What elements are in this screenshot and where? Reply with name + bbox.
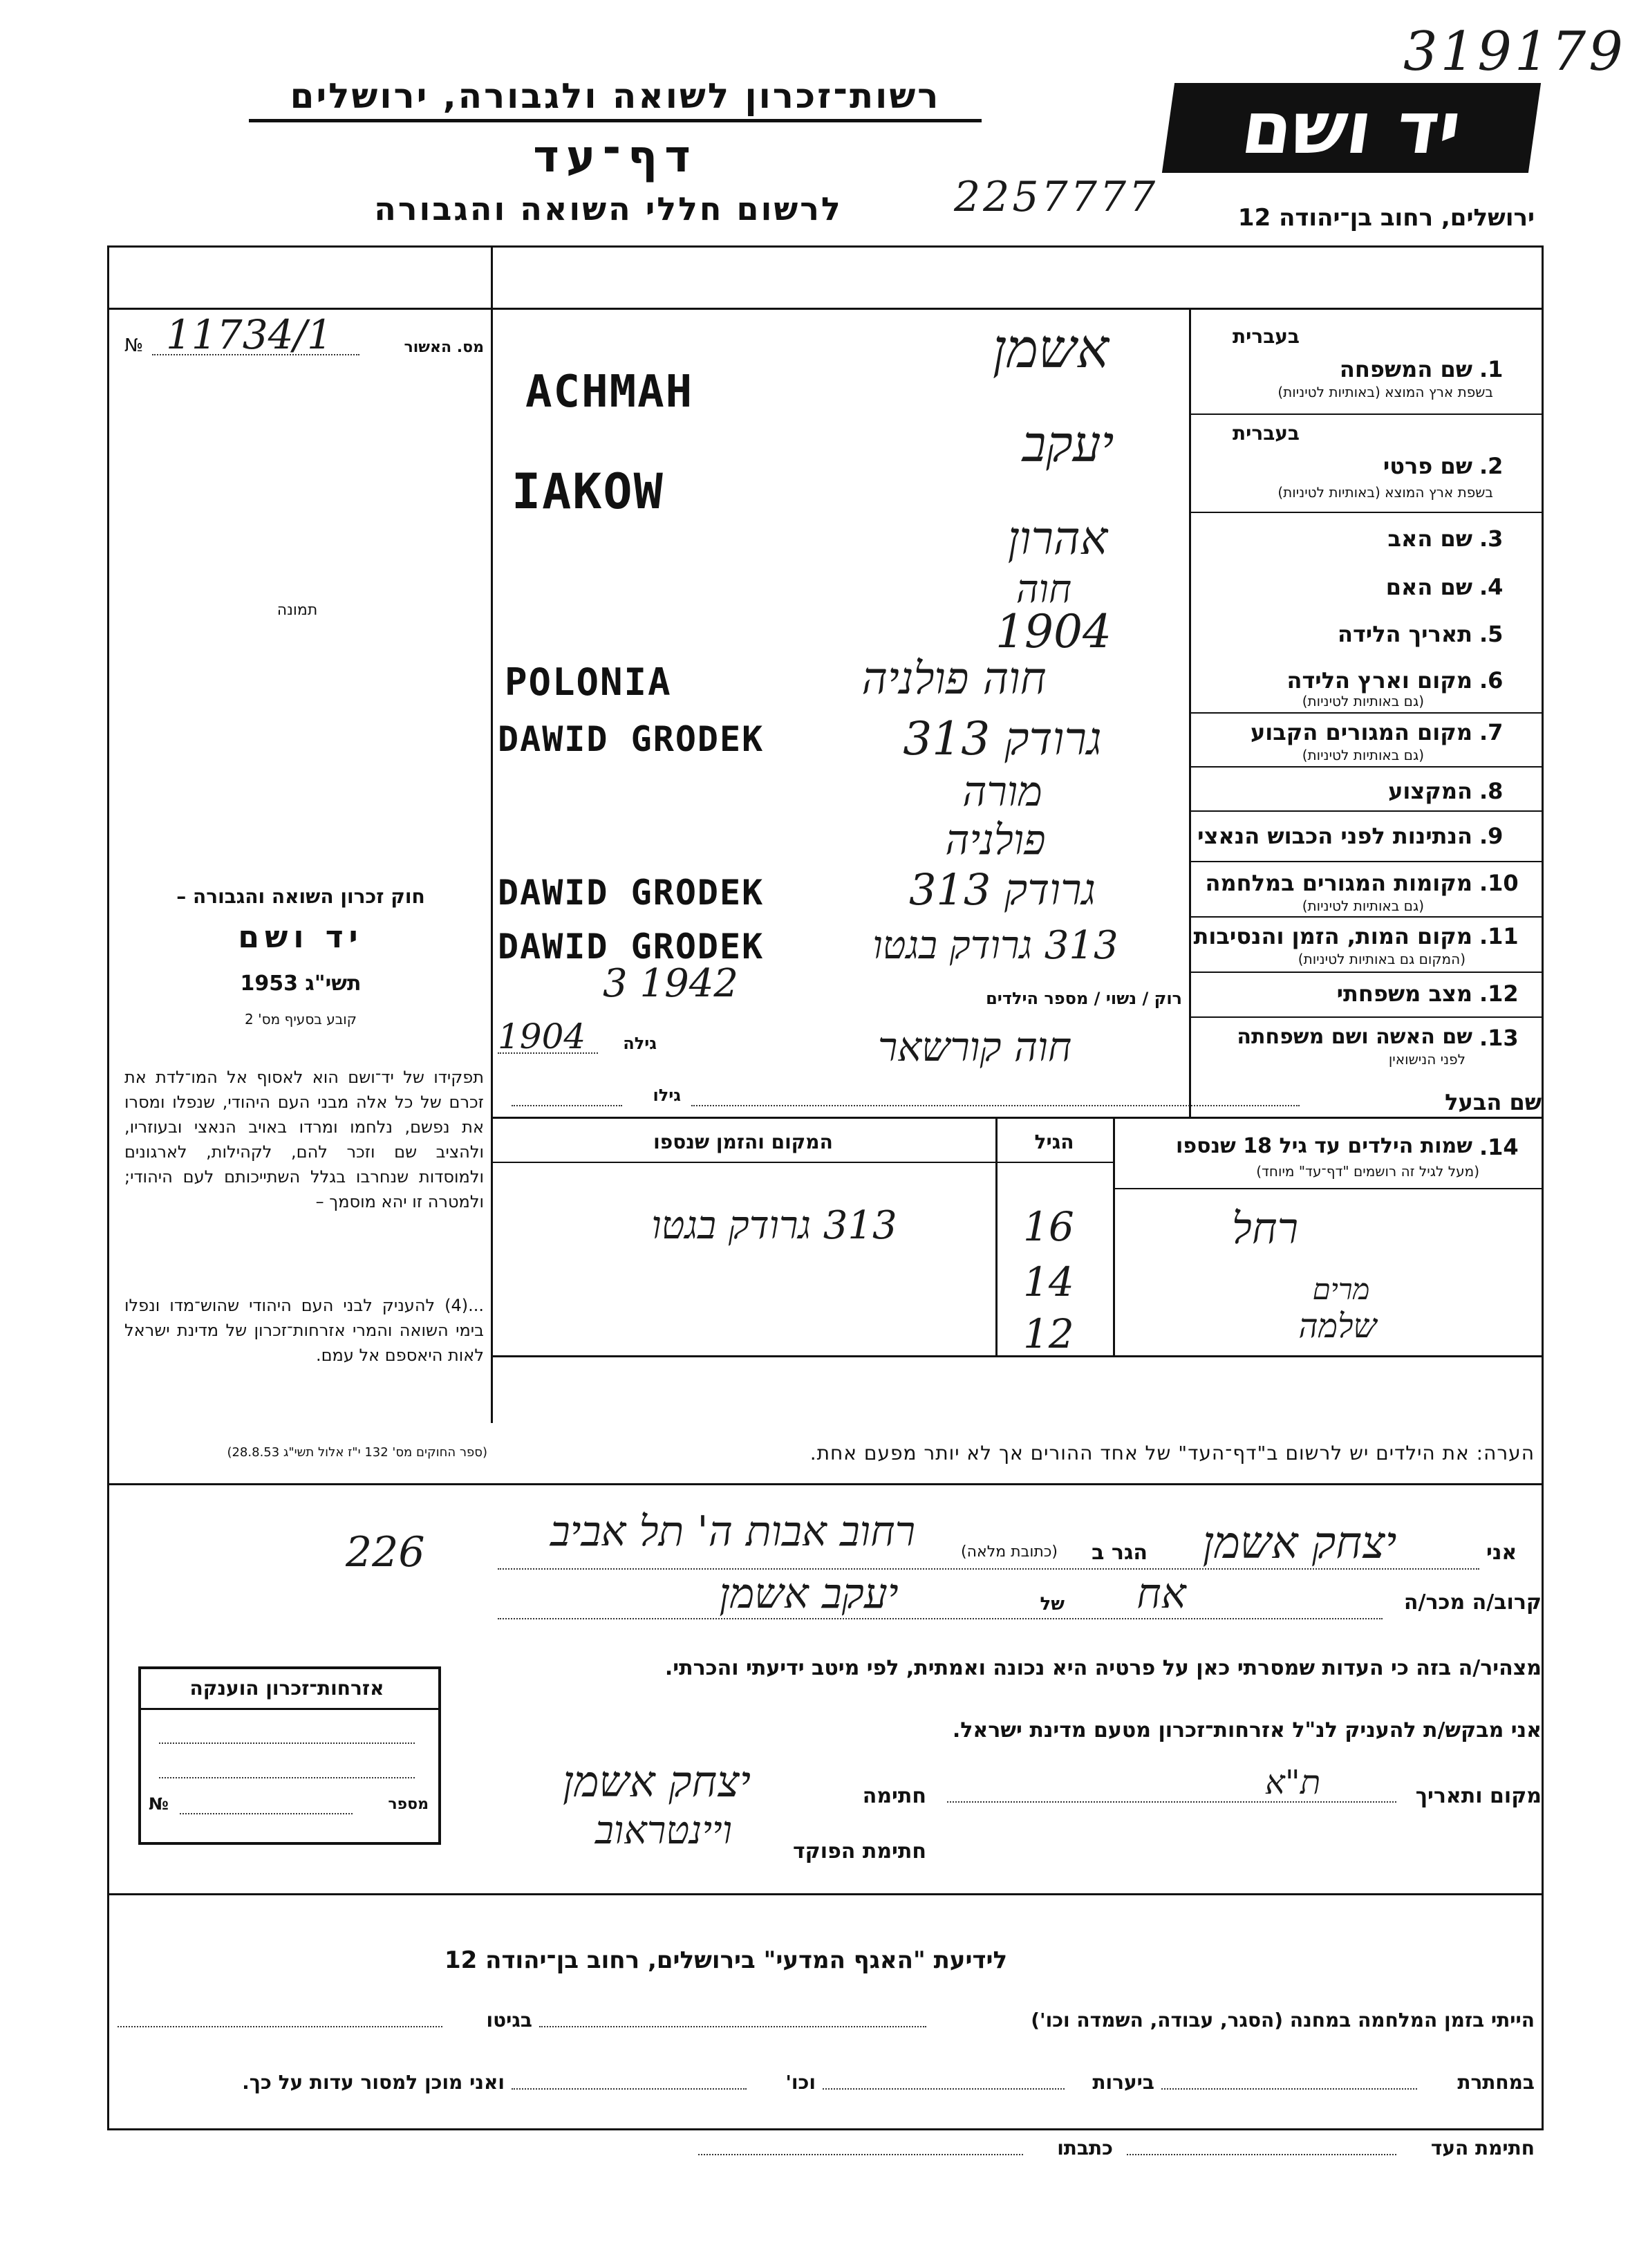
footer-etc-line — [512, 2088, 747, 2090]
field-13-num: 13. — [1479, 1025, 1519, 1051]
child-2-name: מרים — [1312, 1272, 1370, 1306]
mother-name: חוה — [1015, 567, 1072, 612]
wife-name: חוה קורשאר — [877, 1023, 1072, 1070]
birth-place-latin: POLONIA — [505, 660, 672, 704]
number-226: 226 — [346, 1528, 425, 1577]
footer-etc: וכו' — [785, 2071, 816, 2094]
field-12-num: 12. — [1479, 980, 1519, 1007]
field-4-num: 4. — [1479, 574, 1504, 600]
children-note: הערה: את הילדים יש לרשום ב"דף־העד" של אחד ההורים אך לא יותר מפעם אחת. — [809, 1442, 1535, 1465]
field-10-sub: (גם באותיות לטיניות) — [1302, 898, 1424, 914]
field-3-num: 3. — [1479, 526, 1504, 552]
decl-relation: אח — [1136, 1570, 1186, 1618]
field-13-sub: לפני הנישואין — [1388, 1051, 1466, 1068]
row-line-8 — [1189, 810, 1542, 812]
officer-signature-label: חתימת הפוקד — [793, 1839, 926, 1863]
children-table-bottom — [491, 1355, 1542, 1357]
footer-camp-line — [539, 2026, 926, 2027]
birth-place: חוה פולניה — [861, 653, 1047, 705]
hebrew-label-2: בעברית — [1232, 422, 1300, 445]
law-logo: יד ושם — [238, 920, 364, 955]
cert-no-line — [180, 1813, 353, 1814]
decl-place-date: מקום ותאריך — [1415, 1784, 1542, 1808]
field-10-num: 10. — [1479, 870, 1519, 896]
residence: גרודק 313 — [903, 712, 1102, 765]
death-place: 313 גרודק בגטו — [872, 923, 1118, 968]
photo-label: תמונה — [277, 602, 318, 619]
field-6-sub: (גם באותיות לטיניות) — [1302, 693, 1424, 709]
surname-latin: ACHMAH — [525, 366, 694, 418]
field-8-label: המקצוע — [1388, 778, 1472, 804]
field-13-age-label: גילה — [623, 1034, 657, 1053]
profession: מורה — [962, 768, 1042, 816]
approval-no-symbol: № — [124, 335, 144, 356]
row-line-9 — [1189, 861, 1542, 862]
decl-of: של — [1040, 1594, 1065, 1615]
footer-underground: במחתרת — [1457, 2071, 1535, 2094]
cert-line-2 — [159, 1777, 415, 1778]
decl-of-name: יעקב אשמן — [719, 1570, 899, 1618]
decl-i: אני — [1486, 1541, 1517, 1565]
field-10-label: מקומות המגורים במלחמה — [1205, 870, 1472, 896]
field-8-num: 8. — [1479, 778, 1504, 804]
children-header-line — [1113, 1188, 1542, 1189]
nationality: פולניה — [945, 816, 1046, 864]
wartime-residence: גרודק 313 — [908, 864, 1096, 915]
decl-place-date-value: ת"א — [1265, 1763, 1321, 1802]
husband-age-label: גילו — [653, 1086, 681, 1105]
birth-date: 1904 — [995, 605, 1112, 658]
footer-forests-line — [823, 2088, 1065, 2090]
law-section: קובע בסעיף מס' 2 — [245, 1011, 357, 1028]
footer-ghetto: בגיטו — [486, 2009, 532, 2032]
decl-signature: יצחק אשמן — [563, 1756, 751, 1807]
row-line-12 — [1189, 1016, 1542, 1018]
archive-number: 319179 — [1403, 21, 1626, 83]
decl-resides: הגר ב — [1092, 1541, 1148, 1565]
decl-address: רחוב אבות ה' תל אביב — [550, 1507, 916, 1556]
law-text: תפקידו של יד־ושם הוא לאסוף אל המו־לדת את זכרם של כל אלה מבני העם היהודי, שנפלו ומסרו את נפשם, נלחמו ומרדו באויב הנאצי ובעוזריו, ולהציב שם וזכר להם, לקהילות, לארגונים ולמוסדות שנחרבו בגלל השתייכותם לעם היהודי; ולמטרה זו יהא מוסמך – — [124, 1068, 484, 1211]
page-subtitle: לרשום חללי השואה והגבורה — [374, 190, 843, 227]
surname-hebrew: אשמן — [992, 318, 1109, 380]
hebrew-label-1: בעברית — [1232, 325, 1300, 348]
footer-ghetto-line — [118, 2026, 442, 2027]
field-6-label: מקום וארץ הלידה — [1286, 667, 1472, 694]
decl-name: יצחק אשמן — [1202, 1518, 1397, 1569]
footer-witness-line — [1127, 2154, 1396, 2155]
children-place-header-line — [491, 1162, 1113, 1163]
field-7-sub: (גם באותיות לטיניות) — [1302, 747, 1424, 763]
field-1-label: שם המשפחה — [1339, 356, 1472, 382]
field-12-options: רוק / נשוי / מספר הילדים — [986, 989, 1182, 1008]
husband-label: שם הבעל — [1445, 1089, 1542, 1115]
cert-title: אזרחות־זכרון הוענקה — [189, 1677, 384, 1700]
approval-label: מס. האשור — [404, 339, 484, 356]
sheet-number: 2257777 — [954, 173, 1159, 221]
field-11-num: 11. — [1479, 923, 1519, 949]
footer-top-line — [107, 1893, 1542, 1895]
child-1-age: 16 — [1023, 1203, 1074, 1250]
field-7-num: 7. — [1479, 719, 1504, 745]
field-11-sub: (המקום גם באותיות לטיניות) — [1298, 951, 1466, 967]
child-3-name: שלמה — [1298, 1307, 1377, 1346]
child-1-name: רחל — [1231, 1203, 1299, 1254]
footer-address-line — [698, 2154, 1023, 2155]
father-name: אהרון — [1007, 512, 1108, 565]
field-9-label: הנתינות לפני הכבוש הנאצי — [1197, 823, 1472, 849]
top-strip-line — [107, 308, 1542, 310]
children-place-header: המקום והזמן שנספו — [653, 1131, 833, 1153]
footer-witness-signature: חתימת העד — [1430, 2137, 1535, 2159]
children-table-top — [491, 1117, 1542, 1119]
decl-resides-hint: (כתובת מלאה) — [961, 1543, 1058, 1561]
cert-no-symbol: № — [149, 1794, 169, 1814]
footer-underground-line — [1161, 2088, 1417, 2090]
child-3-age: 12 — [1023, 1310, 1074, 1357]
law-year: תשי"ג 1953 — [240, 972, 362, 996]
field-3-label: שם האב — [1387, 526, 1472, 552]
authority-underline — [249, 119, 982, 122]
row-line-6 — [1189, 712, 1542, 714]
row-line-10 — [1189, 916, 1542, 918]
husband-name-line — [691, 1105, 1300, 1106]
field-11-label: מקום המות, הזמן והנסיבות — [1193, 923, 1472, 949]
law-clause: ...(4) להעניק לבני העם היהודי שהוש־מדו ונפלו בימי השואה והמרי אזרחות־זכרון של מדינת ישראל לאות היאספם אל עמם. — [124, 1296, 484, 1365]
field-1-num: 1. — [1479, 356, 1504, 382]
marital-status-value: 1942 3 — [603, 961, 738, 1006]
field-2-label: שם פרטי — [1383, 453, 1472, 479]
firstname-hebrew: יעקב — [1022, 415, 1114, 473]
husband-age-line — [512, 1105, 622, 1106]
wartime-residence-latin: DAWID GRODEK — [498, 873, 765, 913]
field-14-label: שמות הילדים עד גיל 18 שנספו — [1176, 1134, 1472, 1158]
field-4-label: שם האם — [1385, 574, 1472, 600]
decl-relative: קרוב/ה מכר/ה — [1403, 1590, 1542, 1615]
officer-signature: ויינטראוב — [594, 1808, 733, 1853]
footer-address: כתבתו — [1057, 2137, 1113, 2159]
cert-title-line — [138, 1708, 438, 1710]
field-12-label: מצב משפחתי — [1336, 980, 1472, 1007]
footer-camp: הייתי בזמן המלחמה במחנה (הסגר, עבודה, השמדה וכו') — [1031, 2009, 1535, 2032]
authority-name: רשות־זכרון לשואה ולגבורה, ירושלים — [290, 76, 941, 116]
firstname-latin: IAKOW — [512, 463, 664, 520]
field-14-num: 14. — [1479, 1134, 1519, 1160]
field-5-label: תאריך הלידה — [1337, 621, 1472, 647]
field-14-sub: (מעל לגיל זה רושמים "דף־עד" מיוחד) — [1256, 1163, 1479, 1180]
cert-line-1 — [159, 1742, 415, 1744]
row-line-1 — [1189, 413, 1542, 415]
field-6-num: 6. — [1479, 667, 1504, 694]
field-2-num: 2. — [1479, 453, 1504, 479]
field-5-num: 5. — [1479, 621, 1504, 647]
declaration-top-line — [107, 1483, 1542, 1485]
children-age-col-left — [995, 1117, 998, 1355]
cert-no-label: מספר — [388, 1796, 429, 1813]
approval-number: 11734/1 — [166, 311, 333, 358]
residence-latin: DAWID GRODEK — [498, 719, 765, 759]
decl-relative-line — [498, 1618, 1383, 1619]
law-title: חוק זכרון השואה והגבורה – — [176, 885, 425, 908]
row-line-2 — [1189, 512, 1542, 513]
page-title: דף־עד — [533, 131, 697, 183]
row-line-11 — [1189, 972, 1542, 973]
child-1-place: 313 גרודק בגטו — [651, 1203, 897, 1248]
decl-request: אני מבקש/ת להעניק לנ"ל אזרחות־זכרון מטעם מדינת ישראל. — [952, 1718, 1542, 1742]
footer-forests: ביערות — [1092, 2071, 1154, 2094]
office-address: ירושלים, רחוב בן־יהודה 12 — [1237, 204, 1535, 232]
field-13-label: שם האשה ושם משפחתה — [1237, 1025, 1472, 1049]
yad-vashem-logo: יד ושם — [1162, 83, 1541, 173]
decl-statement: מצהיר/ה בזה כי העדות שמסרתי כאן על פרטיה היא נכונה ואמתית, לפי מיטב ידיעתי והכרתי. — [664, 1656, 1542, 1680]
decl-signature-label: חתימה — [862, 1784, 926, 1808]
field-2-sub: בשפת ארץ המוצא (באותיות לטיניות) — [1277, 484, 1493, 501]
sidebar-divider — [491, 248, 493, 1423]
footer-testimony: ואני מוכן למסור עדות על כך. — [242, 2071, 505, 2094]
wife-birth-year: 1904 — [498, 1016, 586, 1057]
field-9-num: 9. — [1479, 823, 1504, 849]
children-age-header: הגיל — [1034, 1131, 1074, 1153]
child-2-age: 14 — [1023, 1258, 1074, 1305]
footer-notice: לידיעת "האגף המדעי" בירושלים, רחוב בן־יהודה 12 — [444, 1946, 1008, 1974]
field-1-sub: בשפת ארץ המוצא (באותיות לטיניות) — [1277, 384, 1493, 400]
row-line-7 — [1189, 766, 1542, 768]
death-place-latin: DAWID GRODEK — [498, 927, 765, 967]
law-reference: (ספר החוקים מס' 132 י"ז אלול תשי"ג 28.8.53) — [227, 1445, 487, 1460]
place-date-line — [947, 1801, 1396, 1803]
children-age-col-right — [1113, 1117, 1115, 1355]
field-7-label: מקום המגורים הקבוע — [1250, 719, 1472, 745]
